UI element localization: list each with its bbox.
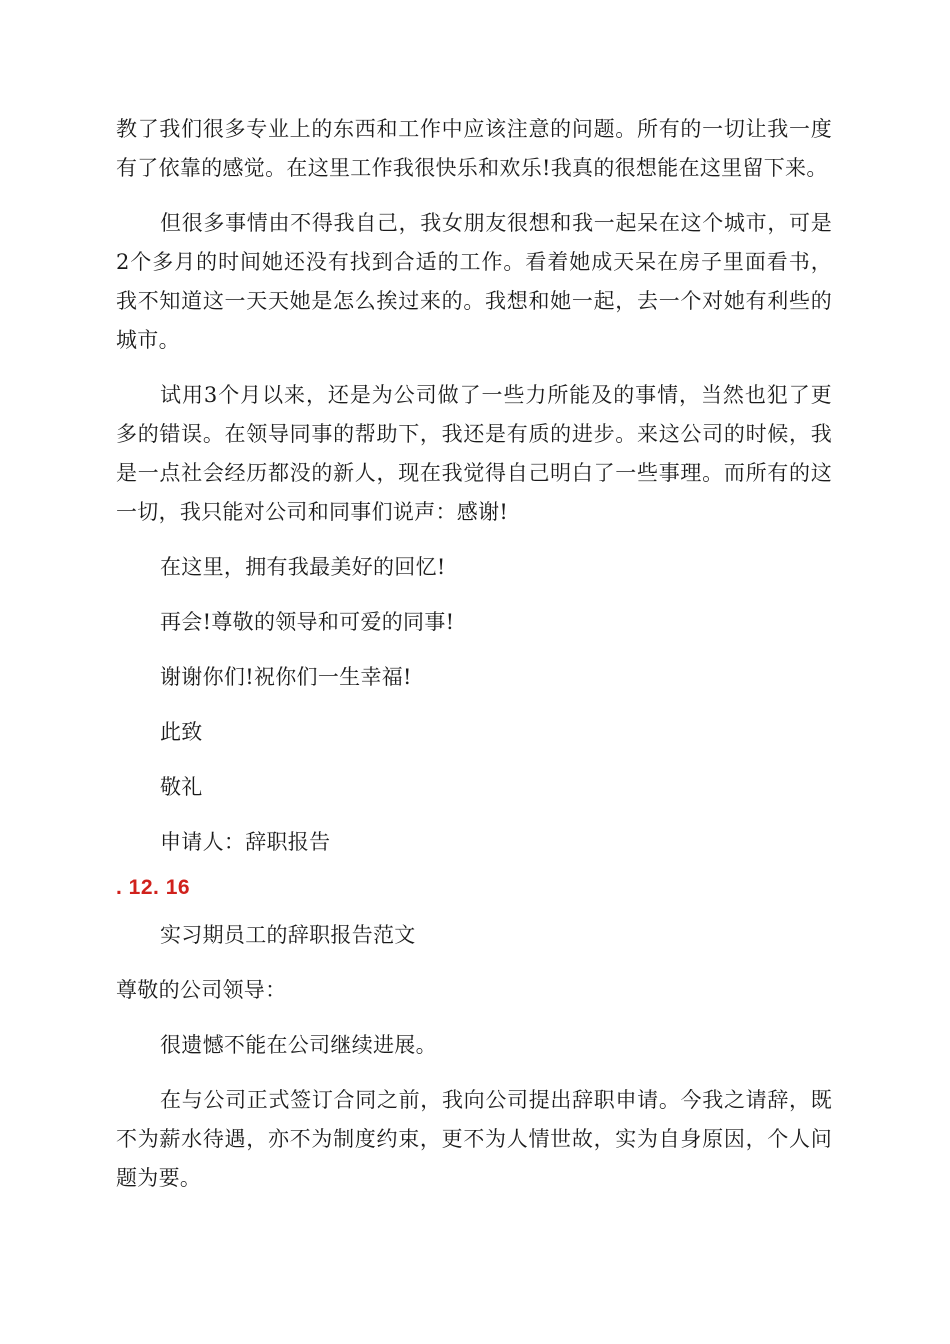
paragraph-farewell: 再会!尊敬的领导和可爱的同事! bbox=[160, 610, 455, 634]
second-letter-paragraph-1: 很遗憾不能在公司继续进展。 bbox=[160, 1033, 437, 1057]
paragraph-continued: 教了我们很多专业上的东西和工作中应该注意的问题。所有的一切让我一度有了依靠的感觉。在这里工作我很快乐和欢乐!我真的很想能在这里留下来。 bbox=[116, 117, 832, 180]
document-body bbox=[116, 110, 832, 1198]
paragraph-memories: 在这里，拥有我最美好的回忆! bbox=[160, 555, 446, 579]
paragraph-reason: 但很多事情由不得我自己，我女朋友很想和我一起呆在这个城市，可是2个多月的时间她还没有找到合适的工作。看着她成天呆在房子里面看书，我不知道这一天天她是怎么挨过来的。我想和她一起，去一个对她有利些的城市。 bbox=[116, 211, 832, 352]
applicant-signature: 申请人：辞职报告 bbox=[160, 830, 331, 854]
closing-cizhi: 此致 bbox=[160, 720, 203, 744]
second-letter-salutation: 尊敬的公司领导： bbox=[116, 978, 287, 1002]
second-letter-title: 实习期员工的辞职报告范文 bbox=[160, 923, 416, 947]
document-date: . 12. 16 bbox=[116, 876, 191, 899]
paragraph-thanks: 谢谢你们!祝你们一生幸福! bbox=[160, 665, 412, 689]
closing-jingli: 敬礼 bbox=[160, 775, 203, 799]
paragraph-probation: 试用3个月以来，还是为公司做了一些力所能及的事情，当然也犯了更多的错误。在领导同事的帮助下，我还是有质的进步。来这公司的时候，我是一点社会经历都没的新人，现在我觉得自己明白了一些事理。而所有的这一切，我只能对公司和同事们说声：感谢! bbox=[116, 383, 832, 524]
second-letter-paragraph-2: 在与公司正式签订合同之前，我向公司提出辞职申请。今我之请辞，既不为薪水待遇，亦不为制度约束，更不为人情世故，实为自身原因，个人问题为要。 bbox=[116, 1088, 832, 1190]
